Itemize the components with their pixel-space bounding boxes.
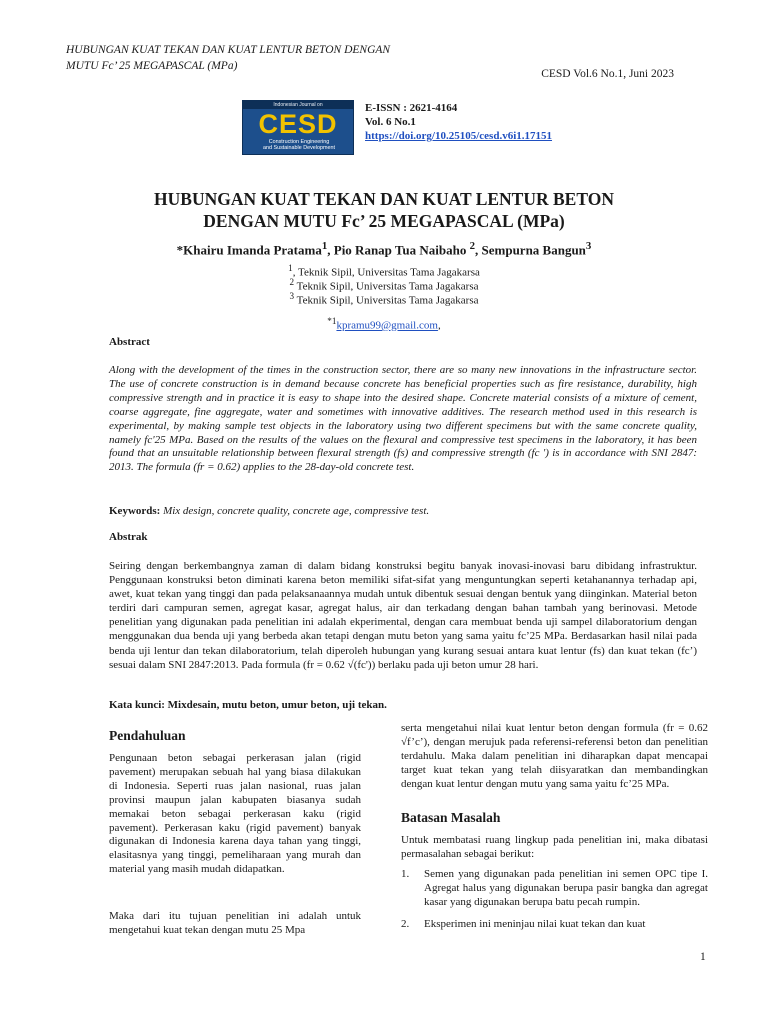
author-2: , Pio Ranap Tua Naibaho (327, 242, 470, 258)
list-item-number: 2. (401, 917, 410, 930)
affiliation-3-sup: 3 (289, 291, 295, 301)
running-title (66, 42, 486, 74)
paper-title-line-1: HUBUNGAN KUAT TEKAN DAN KUAT LENTUR BETON (154, 189, 614, 209)
author-list (60, 240, 708, 258)
affiliation-3-text: Teknik Sipil, Universitas Tama Jagakarsa (294, 294, 479, 307)
list-item-text: Eksperimen ini meninjau nilai kuat tekan dan kuat (424, 917, 646, 930)
email-suffix: , (437, 319, 441, 332)
journal-issue: CESD Vol.6 No.1, Juni 2023 (541, 68, 674, 80)
abstract-heading: Abstract (109, 336, 150, 348)
pendahuluan-para-1: Pengunaan beton sebagai perkerasan jalan (rigid pavement) merupakan sebuah hal yang biasa dilakukan di Indonesia. Seperti ruas jalan nasional, ruas jalan provinsi maupun jalan kabupaten biasanya sudah memakai beton sebagai perkerasan kaku (rigid pavement). Perkerasan kaku (rigid pavement) banyak digunakan di Indonesia karena daya tahan yang tinggi, elasitasnya yang tinggi, pemeliharaan yang murah dan material yang masih mudah didapatkan. (109, 752, 361, 876)
paper-title (60, 188, 708, 232)
author-3: , Sempurna Bangun (475, 242, 586, 258)
logo-band-text: Indonesian Journal on (243, 101, 353, 109)
email-sup: *1 (327, 316, 337, 326)
volume: Vol. 6 No.1 (365, 116, 416, 128)
author-3-sup: 3 (585, 240, 592, 252)
list-item-text: Semen yang digunakan pada penelitian ini semen OPC tipe I. Agregat halus yang digunakan berupa pasir bangka dan agregat kasar yang digunakan berupa batu pecah rumpin. (424, 868, 708, 908)
affiliation-3 (60, 289, 708, 308)
keywords (109, 505, 697, 517)
section-heading-pendahuluan: Pendahuluan (109, 728, 186, 743)
doi-link[interactable]: https://doi.org/10.25105/cesd.v6i1.17151 (365, 130, 553, 142)
list-item-number: 1. (401, 868, 410, 880)
cesd-logo (242, 100, 354, 155)
page-number: 1 (700, 951, 706, 963)
running-title-line-2: MUTU Fc’ 25 MEGAPASCAL (MPa) (66, 60, 238, 72)
running-title-line-1: HUBUNGAN KUAT TEKAN DAN KUAT LENTUR BETON DENGAN (66, 44, 391, 56)
abstrak-heading: Abstrak (109, 531, 148, 543)
kata-kunci: Kata kunci: Mixdesain, mutu beton, umur beton, uji tekan. (109, 699, 387, 711)
abstract-text: Along with the development of the times in the construction sector, there are so many new innovations in the infrastructure sector. The use of concrete construction is in demand because concrete has beneficial properties such as fire resistance, durability, high compressive strength and in practice it is easy to shape into the desired shape. Concrete material consists of a mixture of cement, coarse aggregate, fine aggregate, water and sometimes with innovative additives. The research method used in this research is experimental, by making sample test objects in the laboratory using two different specimens but with the same concrete quality, namely fc'25 MPa. Based on the results of the values on the flexural and compressive test specimens in the laboratory, it has been found that an unsuitable relationship between flexural strength (fs) and compressive strength (fc ') is in accordance with SNI 2847: 2013. The formula (fr = 0.62) applies to the 28-day-old concrete test. (109, 364, 697, 474)
logo-subtitle-line-1: Construction Engineering (268, 139, 330, 145)
list-item (401, 868, 708, 910)
paper-title-line-2: DENGAN MUTU Fc’ 25 MEGAPASCAL (MPa) (203, 211, 565, 231)
eissn: E-ISSN : 2621-4164 (365, 102, 458, 114)
corresponding-email (60, 316, 708, 332)
author-1-sup: 1 (321, 240, 328, 252)
affiliation-2-text: Teknik Sipil, Universitas Tama Jagakarsa (294, 280, 479, 293)
affiliation-1-sup: 1 (288, 263, 293, 273)
pendahuluan-para-2: Maka dari itu tujuan penelitian ini adalah untuk mengetahui kuat tekan dengan mutu 25 Mpa (109, 910, 361, 936)
email-link[interactable]: kpramu99@gmail.com (336, 319, 438, 332)
affiliation-1-text: , Teknik Sipil, Universitas Tama Jagakarsa (292, 266, 480, 279)
batasan-list (401, 868, 708, 940)
journal-meta (365, 101, 552, 143)
author-2-sup: 2 (469, 240, 476, 252)
author-1: *Khairu Imanda Pratama (176, 242, 322, 258)
logo-subtitle (247, 139, 351, 152)
keywords-label: Keywords: (109, 505, 161, 517)
pendahuluan-para-2-cont: serta mengetahui nilai kuat lentur beton dengan formula (fr = 0.62 √f’c’), dengan merujuk pada referensi-referensi beton dan penelitian terdahulu. Maka dalam penelitian ini diharapkan dapat mencapai target kuat tekan yang telah diisyaratkan dan membandingkan dengan kuat lentur dengan mutu yang sama yaitu fc’25 MPa. (401, 722, 708, 790)
affiliation-2-sup: 2 (289, 277, 295, 287)
logo-subtitle-line-2: and Sustainable Development (263, 145, 335, 152)
list-item (401, 918, 708, 932)
batasan-intro: Untuk membatasi ruang lingkup pada penelitian ini, maka dibatasi permasalahan sebagai berikut: (401, 834, 708, 860)
keywords-text: Mix design, concrete quality, concrete age, compressive test. (160, 505, 430, 517)
abstrak-text: Seiring dengan berkembangnya zaman di dalam bidang konstruksi begitu banyak inovasi-inovasi baru dibidang infrastruktur. Penggunaan konstruksi beton diminati karena beton memiliki sifat-sifat yang menguntungkan seperti ketahanannya terhadap api, awet, kuat tekan yang tinggi dan pada pelaksanaannya mudah untuk dibentuk sesuai dengan bentuk yang diinginkan. Material beton terdiri dari campuran semen, agregat kasar, agregat halus, air dan terkadang dengan bahan tambah yang berinovasi. Metode penelitian yang digunakan pada penelitian ini adalah ekperimental, dengan cara membuat benda uji sampel dilaboratorium dengan menggunakan dua benda uji yang berbeda akan tetapi dengan mutu beton yang sama yaitu fc’25 MPa. Berdasarkan hasil nilai pada benda uji lentur dan tekan dilaboratorium, telah diperoleh hubungan yang kurang sesuai antara kuat lentur (fs) dan kuat tekan (fc’) sesuai dalam SNI 2847:2013. Pada formula (fr = 0.62 √(fc')) berlaku pada uji beton umur 28 hari. (109, 560, 697, 671)
logo-wordmark: CESD (258, 109, 338, 139)
section-heading-batasan: Batasan Masalah (401, 810, 501, 825)
